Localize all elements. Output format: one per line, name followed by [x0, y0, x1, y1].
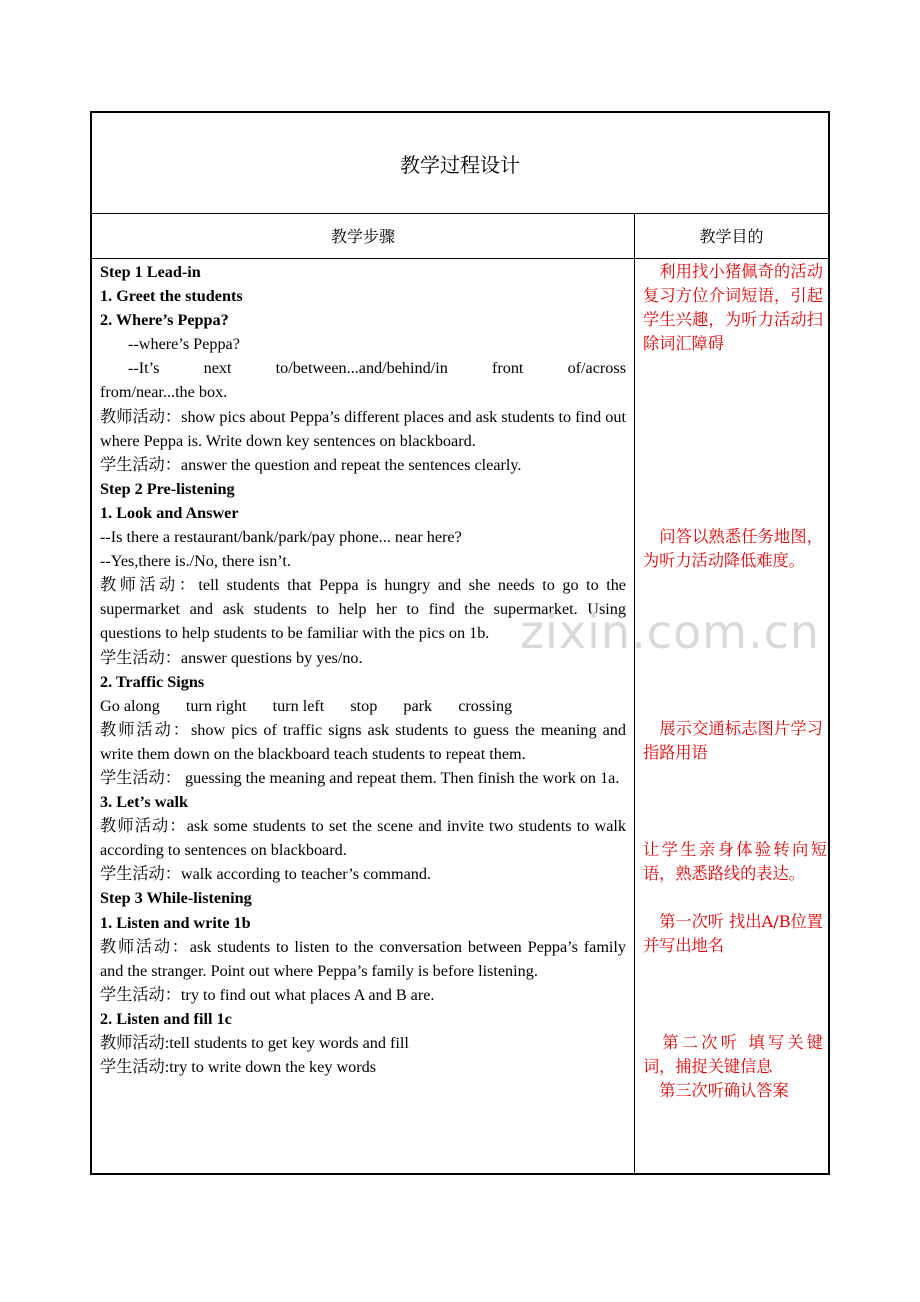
- purpose-text: 第三次听确认答案: [643, 1081, 789, 1100]
- answer-word: of/across: [567, 359, 626, 378]
- step1-teacher-activity: 教师活动：show pics about Peppa’s different places and ask students to find out where Peppa is. Write down key sentences on blackboard.: [100, 407, 626, 450]
- step3-teacher-activity-2: 教师活动:tell students to get key words and fill: [100, 1034, 409, 1052]
- traffic-word: crossing: [458, 696, 513, 715]
- purpose-2: [643, 525, 823, 573]
- traffic-word: stop: [350, 696, 378, 715]
- purpose-text: 让学生亲身体验转向短语，熟悉路线的表达。: [643, 840, 827, 884]
- column-divider: [634, 258, 635, 1173]
- column-header-row: [92, 213, 828, 259]
- purpose-3: [643, 717, 823, 765]
- step3-title: Step 3 While-listening: [100, 889, 252, 908]
- purpose-text: 第二次听 填写关键词，捕捉关键信息: [643, 1033, 823, 1077]
- step2-title: Step 2 Pre-listening: [100, 479, 235, 498]
- step1-item2: 2. Where’s Peppa?: [100, 311, 229, 330]
- column-header-steps: 教学步骤: [92, 213, 635, 258]
- purpose-4: [643, 838, 827, 886]
- step1-answer-line: [100, 356, 626, 380]
- answer-word: next: [203, 359, 232, 378]
- column-header-purpose: 教学目的: [699, 227, 764, 246]
- step1-question: --where’s Peppa?: [128, 335, 240, 354]
- step2-student-activity-3: 学生活动：walk according to teacher’s command.: [100, 865, 431, 884]
- step2-answer: --Yes,there is./No, there isn’t.: [100, 552, 291, 571]
- step1-answer-tail: from/near...the box.: [100, 383, 228, 402]
- traffic-word: turn right: [185, 696, 247, 715]
- traffic-sign-words: [100, 694, 626, 718]
- step2-student-activity-2: 学生活动： guessing the meaning and repeat them. Then finish the work on 1a.: [100, 768, 620, 787]
- step2-item3: 3. Let’s walk: [100, 793, 188, 812]
- step2-item1: 1. Look and Answer: [100, 503, 239, 522]
- step3-student-activity-2: 学生活动:try to write down the key words: [100, 1058, 377, 1077]
- traffic-word: Go along: [100, 696, 160, 715]
- answer-word: to/between...and/behind/in: [275, 359, 448, 378]
- traffic-word: turn left: [272, 696, 325, 715]
- step3-item1: 1. Listen and write 1b: [100, 913, 251, 932]
- step1-student-activity: 学生活动：answer the question and repeat the sentences clearly.: [100, 455, 522, 474]
- purpose-text: 第一次听 找出A/B位置并写出地名: [643, 912, 823, 956]
- steps-column: [100, 260, 626, 1079]
- purpose-text: 利用找小猪佩奇的活动复习方位介词短语，引起学生兴趣，为听力活动扫除词汇障碍: [643, 262, 823, 354]
- purpose-text: 展示交通标志图片学习指路用语: [643, 719, 823, 763]
- table-title: 教学过程设计: [92, 113, 828, 214]
- purpose-text: 问答以熟悉任务地图，为听力活动降低难度。: [643, 527, 823, 571]
- step2-item2: 2. Traffic Signs: [100, 672, 205, 691]
- step3-item2: 2. Listen and fill 1c: [100, 1009, 232, 1028]
- purpose-6: [643, 1031, 823, 1079]
- step2-teacher-activity-3: 教师活动：ask some students to set the scene and invite two students to walk according to sentences on blackboard.: [100, 817, 626, 860]
- purpose-1: [643, 260, 823, 356]
- step1-title: Step 1 Lead-in: [100, 263, 201, 281]
- answer-word: front: [491, 359, 524, 378]
- step2-question: --Is there a restaurant/bank/park/pay phone... near here?: [100, 528, 462, 547]
- step2-teacher-activity-1: 教师活动：tell students that Peppa is hungry and she needs to go to the supermarket and ask students to help her to find the supermarket. Using questions to help students to be familiar with the pics on 1b.: [100, 576, 626, 643]
- step3-student-activity-1: 学生活动：try to find out what places A and B are.: [100, 985, 435, 1004]
- step2-student-activity-1: 学生活动：answer questions by yes/no.: [100, 648, 363, 667]
- watermark: zixin.com.cn: [520, 605, 821, 659]
- step2-teacher-activity-2: 教师活动：show pics of traffic signs ask students to guess the meaning and write them down on the blackboard teach students to repeat them.: [100, 720, 626, 763]
- purpose-5: [643, 910, 823, 958]
- traffic-word: park: [403, 696, 433, 715]
- step3-teacher-activity-1: 教师活动：ask students to listen to the conversation between Peppa’s family and the stranger. Point out where Peppa’s family is before listening.: [100, 937, 626, 980]
- step1-item1: 1. Greet the students: [100, 287, 243, 306]
- purpose-7: [643, 1079, 823, 1103]
- answer-word: --It’s: [128, 359, 160, 378]
